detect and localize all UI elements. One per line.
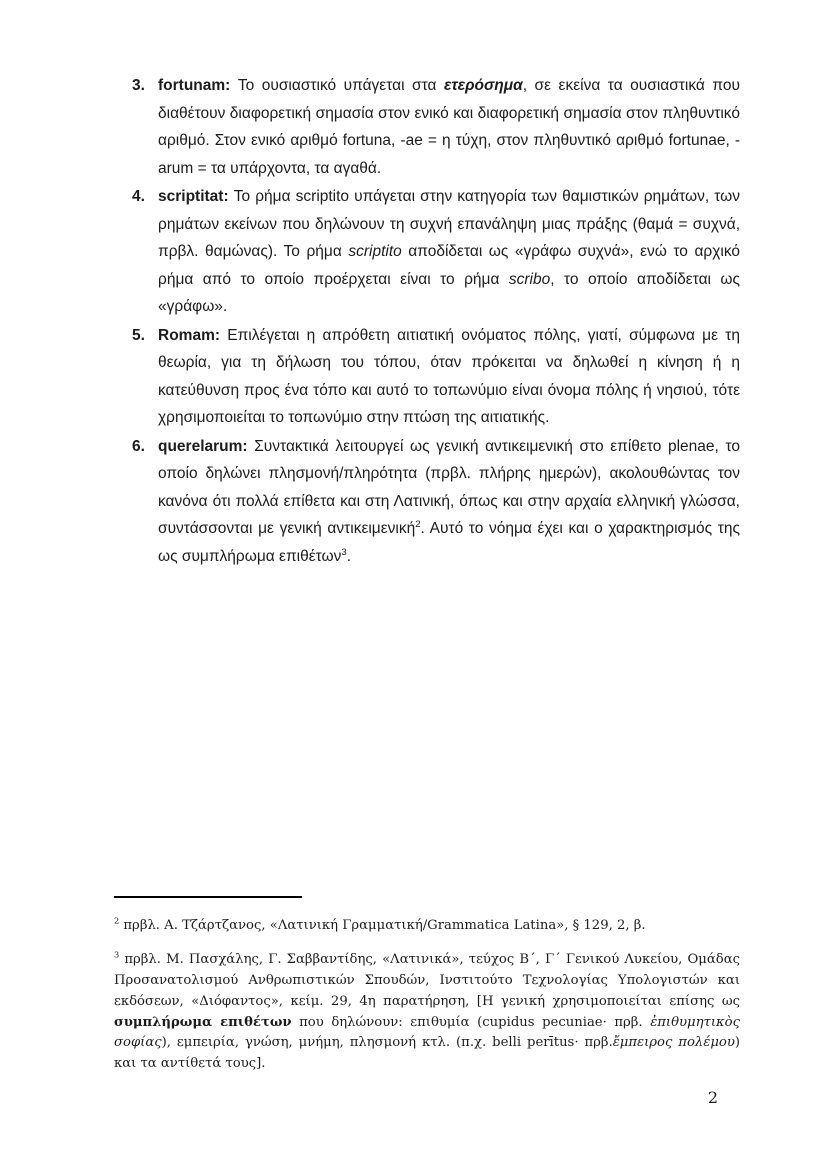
main-content: [114, 72, 740, 571]
list-item: [132, 322, 740, 432]
item-text: Romam: Επιλέγεται η απρόθετη αιτιατική ονόματος πόλης, γιατί, σύμφωνα με τη θεωρία, για τη δήλωση του τόπου, όταν πρόκειται να δηλωθεί η κίνηση ή η κατεύθυνση προς ένα τόπο και αυτό το τοπωνύμιο είναι όνομα πόλης ή νησιού, τότε χρησιμοποιείται το τοπωνύμιο στην πτώση της αιτιατικής.: [158, 326, 740, 426]
item-text: scriptitat: Το ρήμα scriptito υπάγεται στην κατηγορία των θαμιστικών ρημάτων, των ρημάτων εκείνων που δηλώνουν τη συχνή επανάληψη μιας πράξης (θαμά = συχνά, πρβλ. θαμώνας). Το ρήμα scriptito αποδίδεται ως «γράφω συχνά», ενώ το αρχικό ρήμα από το οποίο προέρχεται είναι το ρήμα scribo, το οποίο αποδίδεται ως «γράφω».: [158, 188, 741, 315]
item-number: 5.: [132, 326, 145, 344]
numbered-list: [132, 72, 740, 570]
item-number: 4.: [132, 188, 145, 205]
page-number: 2: [707, 1088, 718, 1107]
list-item: [132, 433, 740, 571]
list-item: [132, 72, 740, 182]
item-number: 6.: [132, 437, 145, 455]
footnote-section: [114, 896, 740, 1107]
item-text: querelarum: Συντακτικά λειτουργεί ως γενική αντικειμενική στο επίθετο plenae, το οποίο δηλώνει πλησμονή/πληρότητα (πρβλ. πλήρης ημερών), ακολουθώντας τον κανόνα ότι πολλά επίθετα και στη Λατινική, όπως και στην αρχαία ελληνική γλώσσα, συντάσσονται με γενική αντικειμενική$^2$. Αυτό το νόημα έχει και ο χαρακτηρισμός της ως συμπλήρωμα επιθέτων$^3$.: [158, 437, 740, 565]
list-item: [132, 183, 740, 321]
footnote: $^3$ πρβλ. Μ. Πασχάλης, Γ. Σαββαντίδης, «Λατινικά», τεύχος Β΄, Γ΄ Γενικού Λυκείου, Ομάδας Προσανατολισμού Ανθρωπιστικών Σπουδών, Ινστιτούτο Τεχνολογίας Υπολογιστών και εκδόσεων, «Διόφαντος», κείμ. 29, 4η παρατήρηση, [Η γενική χρησιμοποιείται επίσης ως συμπλήρωμα επιθέτων που δηλώνουν: επιθυμία (cupidus pecuniae· πρβ. ἐπιθυμητικὸς σοφίας), εμπειρία, γνώση, μνήμη, πλησμονή κτλ. (π.χ. belli perītus· πρβ.ἔμπειρος πολέμου) και τα αντίθετά τους].: [114, 949, 741, 1072]
item-text: fortunam: Το ουσιαστικό υπάγεται στα ετερόσημα, σε εκείνα τα ουσιαστικά που διαθέτουν διαφορετική σημασία στον ενικό και διαφορετική σημασία στον πληθυντικό αριθμό. Στον ενικό αριθμό fortuna, -ae = η τύχη, στον πληθυντικό αριθμό fortunae, -arum = τα υπάρχοντα, τα αγαθά.: [158, 77, 740, 177]
footnote: $^2$ πρβλ. Α. Τζάρτζανος, «Λατινική Γραμματική/Grammatica Latina», § 129, 2, β.: [114, 916, 646, 934]
footnote-separator-line: [114, 896, 302, 898]
item-number: 3.: [132, 77, 145, 94]
